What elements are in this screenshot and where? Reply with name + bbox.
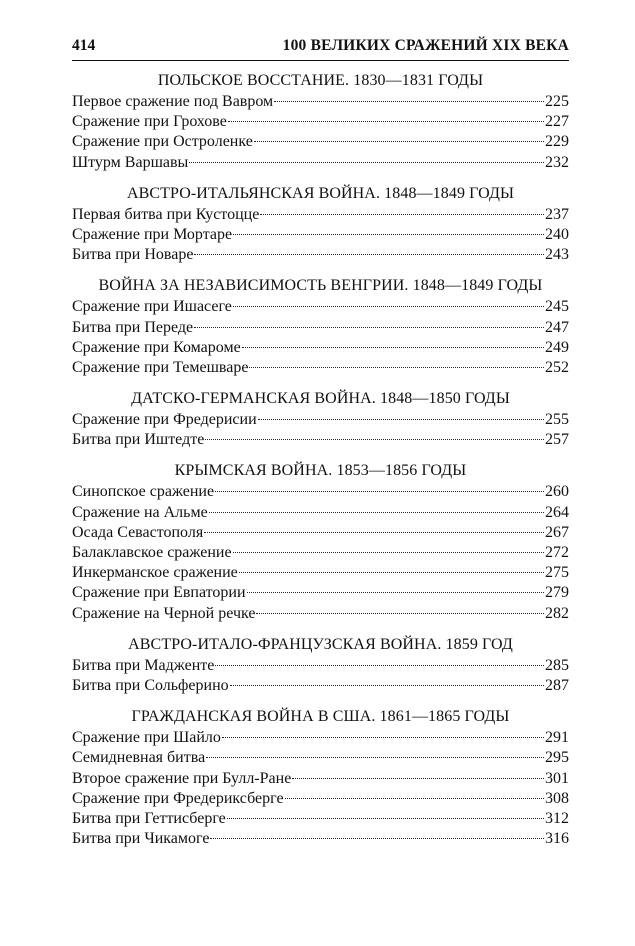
entry-title: Битва при Геттисберге — [72, 809, 226, 827]
page-number: 414 — [72, 37, 96, 54]
entry-title: Сражение на Альме — [72, 503, 208, 521]
dot-leader — [242, 347, 544, 348]
entry-title: Сражение при Остроленке — [72, 133, 253, 151]
entry-page-number: 260 — [545, 483, 569, 501]
entry-title: Битва при Иштедте — [72, 431, 205, 449]
table-of-contents — [72, 70, 569, 859]
entry-page-number: 249 — [545, 338, 569, 356]
toc-section — [72, 706, 569, 849]
toc-entry — [72, 112, 569, 132]
toc-section — [72, 388, 569, 450]
toc-entry — [72, 503, 569, 523]
toc-section — [72, 275, 569, 378]
entry-page-number: 245 — [545, 298, 569, 316]
toc-entry — [72, 728, 569, 748]
section-title: ДАТСКО-ГЕРМАНСКАЯ ВОЙНА. 1848—1850 ГОДЫ — [131, 390, 510, 408]
dot-leader — [233, 306, 544, 307]
toc-entry — [72, 748, 569, 768]
entry-page-number: 275 — [545, 564, 569, 582]
entry-page-number: 267 — [545, 523, 569, 541]
dot-leader — [274, 101, 544, 102]
toc-section — [72, 634, 569, 696]
dot-leader — [258, 419, 544, 420]
dot-leader — [209, 512, 544, 513]
toc-entry — [72, 523, 569, 543]
entry-page-number: 237 — [545, 205, 569, 223]
entry-title: Сражение при Ишасеге — [72, 298, 232, 316]
entry-title: Синопское сражение — [72, 483, 215, 501]
toc-entry — [72, 338, 569, 358]
section-title: АВСТРО-ИТАЛО-ФРАНЦУЗСКАЯ ВОЙНА. 1859 ГОД — [128, 635, 513, 653]
toc-entry — [72, 676, 569, 696]
dot-leader — [233, 234, 544, 235]
running-title: 100 ВЕЛИКИХ СРАЖЕНИЙ XIX ВЕКА — [282, 37, 569, 54]
entry-title: Сражение при Фредериксберге — [72, 789, 284, 807]
dot-leader — [230, 685, 544, 686]
toc-entry — [72, 829, 569, 849]
dot-leader — [215, 665, 544, 666]
toc-entry — [72, 809, 569, 829]
toc-entry — [72, 205, 569, 225]
entry-page-number: 282 — [545, 604, 569, 622]
entry-page-number: 252 — [545, 358, 569, 376]
entry-page-number: 308 — [545, 789, 569, 807]
entry-page-number: 295 — [545, 749, 569, 767]
dot-leader — [233, 552, 544, 553]
entry-title: Инкерманское сражение — [72, 564, 238, 582]
toc-entry — [72, 132, 569, 152]
entry-page-number: 255 — [545, 411, 569, 429]
toc-entry — [72, 225, 569, 245]
dot-leader — [206, 757, 544, 758]
entry-title: Сражение при Комароме — [72, 338, 241, 356]
entry-title: Битва при Переде — [72, 318, 194, 336]
entry-page-number: 232 — [545, 153, 569, 171]
entry-page-number: 301 — [545, 769, 569, 787]
entry-title: Первое сражение под Вавром — [72, 93, 274, 110]
running-header — [72, 30, 569, 61]
entry-page-number: 227 — [545, 113, 569, 131]
entry-title: Сражение при Шайло — [72, 729, 221, 747]
toc-entry — [72, 769, 569, 789]
entry-title: Битва при Мадженте — [72, 656, 215, 674]
section-title: ВОЙНА ЗА НЕЗАВИСИМОСТЬ ВЕНГРИИ. 1848—1849 ГОДЫ — [98, 277, 543, 295]
toc-entry — [72, 430, 569, 450]
entry-title: Первая битва при Кустоцце — [72, 205, 260, 223]
entry-title: Сражение при Евпатории — [72, 584, 246, 602]
entry-page-number: 243 — [545, 246, 569, 264]
toc-entry — [72, 604, 569, 624]
dot-leader — [292, 778, 544, 779]
toc-section — [72, 460, 569, 623]
section-title: КРЫМСКАЯ ВОЙНА. 1853—1856 ГОДЫ — [174, 462, 467, 480]
dot-leader — [222, 737, 544, 738]
entry-title: Битва при Сольферино — [72, 676, 229, 694]
entry-page-number: 229 — [545, 133, 569, 151]
section-title: ГРАЖДАНСКАЯ ВОЙНА В США. 1861—1865 ГОДЫ — [131, 708, 510, 726]
dot-leader — [204, 532, 544, 533]
entry-title: Осада Севастополя — [72, 523, 204, 541]
toc-entry — [72, 543, 569, 563]
dot-leader — [215, 491, 544, 492]
toc-entry — [72, 410, 569, 430]
toc-section — [72, 183, 569, 266]
dot-leader — [247, 592, 544, 593]
dot-leader — [228, 121, 544, 122]
dot-leader — [210, 838, 544, 839]
toc-section — [72, 70, 569, 173]
entry-page-number: 247 — [545, 318, 569, 336]
dot-leader — [254, 141, 544, 142]
entry-title: Сражение при Темешваре — [72, 358, 249, 376]
entry-page-number: 264 — [545, 503, 569, 521]
entry-page-number: 225 — [545, 93, 569, 110]
entry-title: Балаклавское сражение — [72, 544, 232, 561]
entry-page-number: 285 — [545, 656, 569, 674]
entry-page-number: 291 — [545, 729, 569, 747]
dot-leader — [227, 818, 544, 819]
entry-title: Сражение при Фредерисии — [72, 411, 257, 429]
dot-leader — [189, 162, 544, 163]
dot-leader — [256, 613, 544, 614]
toc-entry — [72, 318, 569, 338]
dot-leader — [239, 572, 544, 573]
toc-entry — [72, 297, 569, 317]
dot-leader — [260, 214, 544, 215]
toc-entry — [72, 358, 569, 378]
entry-title: Битва при Чикамоге — [72, 830, 210, 848]
toc-entry — [72, 153, 569, 173]
entry-title: Сражение при Мортаре — [72, 225, 233, 243]
toc-entry — [72, 656, 569, 676]
entry-page-number: 257 — [545, 431, 569, 449]
entry-page-number: 279 — [545, 584, 569, 602]
entry-title: Сражение при Грохове — [72, 113, 227, 131]
entry-page-number: 240 — [545, 225, 569, 243]
toc-entry — [72, 482, 569, 502]
toc-entry — [72, 245, 569, 265]
entry-page-number: 316 — [545, 830, 569, 848]
entry-title: Штурм Варшавы — [72, 153, 189, 171]
entry-title: Битва при Новаре — [72, 246, 194, 264]
section-title: АВСТРО-ИТАЛЬЯНСКАЯ ВОЙНА. 1848—1849 ГОДЫ — [126, 184, 515, 202]
entry-title: Сражение на Черной речке — [72, 604, 256, 622]
section-title: ПОЛЬСКОЕ ВОССТАНИЕ. 1830—1831 ГОДЫ — [157, 72, 484, 89]
toc-entry — [72, 563, 569, 583]
entry-page-number: 312 — [545, 809, 569, 827]
toc-entry — [72, 92, 569, 112]
dot-leader — [205, 439, 544, 440]
dot-leader — [194, 327, 544, 328]
dot-leader — [194, 254, 544, 255]
toc-entry — [72, 583, 569, 603]
dot-leader — [249, 367, 544, 368]
entry-title: Семидневная битва — [72, 749, 206, 767]
entry-title: Второе сражение при Булл-Ране — [72, 769, 292, 787]
toc-entry — [72, 789, 569, 809]
entry-page-number: 287 — [545, 676, 569, 694]
entry-page-number: 272 — [545, 544, 569, 561]
dot-leader — [285, 798, 544, 799]
